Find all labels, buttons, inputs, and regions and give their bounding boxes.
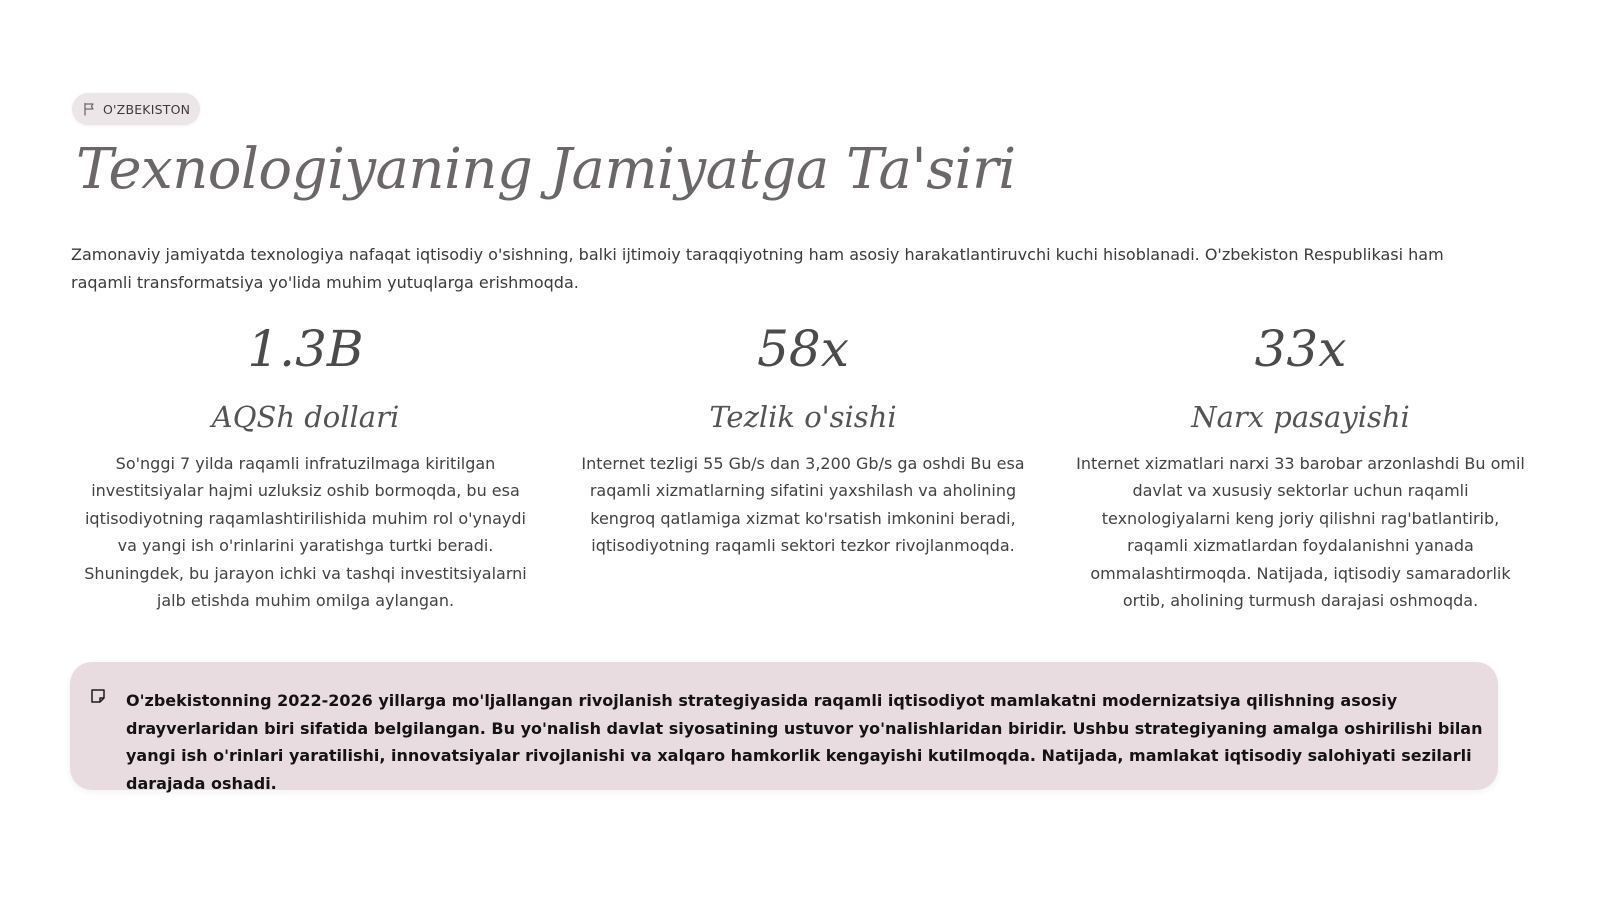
stat-label: Narx pasayishi [1191, 400, 1410, 434]
stat-value: 58x [757, 320, 849, 378]
stat-label: Tezlik o'sishi [709, 400, 897, 434]
stat-card [576, 318, 1031, 614]
stat-description: Internet tezligi 55 Gb/s dan 3,200 Gb/s ga oshdi Bu esa raqamli xizmatlarning sifatini yaxshilash va aholining kengroq qatlamiga xizmat ko'rsatish imkonini beradi, iqtisodiyotning raqamli sektori tezkor rivojlanmoqda. [581, 454, 1025, 556]
country-badge [72, 93, 200, 125]
strategy-callout [70, 662, 1498, 793]
stat-description: Internet xizmatlari narxi 33 barobar arzonlashdi Bu omil davlat va xususiy sektorlar uchun raqamli texnologiyalarni keng joriy qilishni rag'batlantirib, raqamli xizmatlardan foydalanishni yanada ommalashtirmoqda. Natijada, iqtisodiy samaradorlik ortib, aholining turmush darajasi oshmoqda. [1076, 454, 1525, 611]
callout-text: O'zbekistonning 2022-2026 yillarga mo'ljallangan rivojlanish strategiyasida raqamli iqtisodiyot mamlakatni modernizatsiya qilishning asosiy drayverlaridan biri sifatida belgilangan. Bu yo'nalish davlat siyosatining ustuvor yo'nalishlaridan biridir. Ushbu strategiyaning amalga oshirilishi bilan yangi ish o'rinlari yaratilishi, innovatsiyalar rivojlanishi va xalqaro hamkorlik kengayishi kutilmoqda. Natijada, mamlakat iqtisodiy salohiyati sezilarli darajada oshadi. [126, 691, 1483, 793]
stat-value: 1.3B [247, 320, 364, 378]
stat-label: AQSh dollari [211, 400, 400, 434]
flag-icon [82, 102, 96, 116]
stat-card [1073, 318, 1528, 614]
stat-card [78, 318, 533, 614]
page-title: Texnologiyaning Jamiyatga Ta'siri [76, 137, 1016, 202]
stats-row [78, 318, 1528, 614]
sticky-note-icon [90, 688, 106, 704]
intro-paragraph: Zamonaviy jamiyatda texnologiya nafaqat iqtisodiy o'sishning, balki ijtimoiy taraqqiyotning ham asosiy harakatlantiruvchi kuchi hisoblanadi. O'zbekiston Respublikasi ham raqamli transformatsiya yo'lida muhim yutuqlarga erishmoqda. [71, 245, 1444, 292]
badge-label: O'ZBEKISTON [103, 101, 191, 117]
stat-value: 33x [1254, 320, 1347, 378]
stat-description: So'nggi 7 yilda raqamli infratuzilmaga kiritilgan investitsiyalar hajmi uzluksiz oshib bormoqda, bu esa iqtisodiyotning raqamlashtirilishida muhim rol o'ynaydi va yangi ish o'rinlarini yaratishga turtki beradi. Shuningdek, bu jarayon ichki va tashqi investitsiyalarni jalb etishda muhim omilga aylangan. [84, 454, 527, 611]
